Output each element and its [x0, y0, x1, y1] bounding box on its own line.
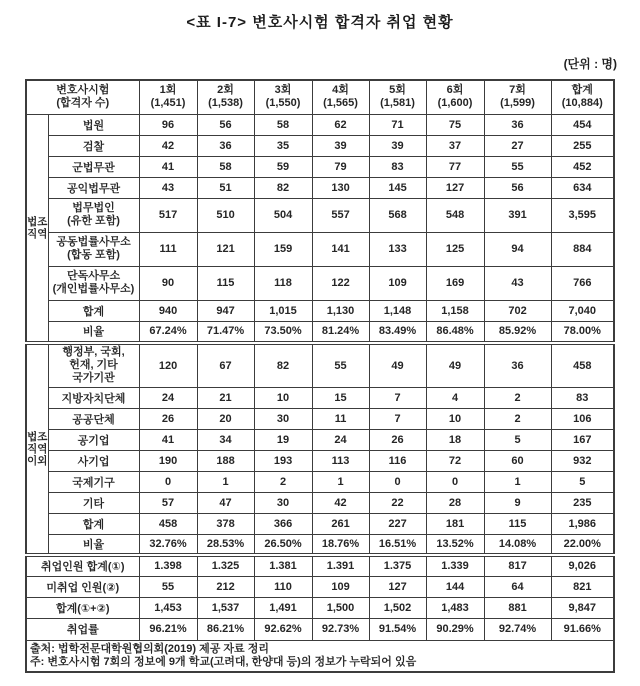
header-round: 2회 [217, 84, 234, 97]
table-row [26, 177, 614, 198]
data-cell: 83 [369, 156, 426, 177]
data-cell: 1,537 [197, 597, 254, 618]
header-round: 1회 [159, 84, 177, 97]
column-header-cell [369, 80, 426, 114]
data-cell: 85.92% [484, 321, 551, 343]
data-cell: 42 [139, 135, 197, 156]
data-cell: 18.76% [312, 534, 369, 555]
data-cell: 56 [484, 177, 551, 198]
data-cell: 517 [139, 198, 197, 232]
data-cell: 110 [254, 576, 312, 597]
data-cell: 24 [312, 429, 369, 450]
data-cell: 75 [426, 114, 484, 135]
group-label-line: 법조 [27, 431, 48, 443]
data-cell: 2 [484, 387, 551, 408]
data-cell: 49 [426, 343, 484, 387]
data-cell: 120 [139, 343, 197, 387]
row-label-cell [48, 266, 139, 300]
footnote-row [26, 640, 614, 672]
header-round: 합계 [571, 84, 593, 97]
table-row [26, 618, 614, 640]
corner-header-line1: 변호사시험 [56, 84, 110, 97]
data-cell: 22.00% [551, 534, 614, 555]
data-cell: 77 [426, 156, 484, 177]
data-cell: 34 [197, 429, 254, 450]
data-cell: 28 [426, 492, 484, 513]
data-cell: 169 [426, 266, 484, 300]
data-cell: 19 [254, 429, 312, 450]
data-cell: 72 [426, 450, 484, 471]
data-cell: 1,158 [426, 300, 484, 321]
data-cell: 4 [426, 387, 484, 408]
data-cell: 5 [551, 471, 614, 492]
data-cell: 1 [312, 471, 369, 492]
data-cell: 1.398 [139, 555, 197, 576]
data-cell: 9,026 [551, 555, 614, 576]
data-cell: 7 [369, 387, 426, 408]
data-cell: 82 [254, 343, 312, 387]
data-cell: 127 [369, 576, 426, 597]
data-cell: 1,483 [426, 597, 484, 618]
data-cell: 116 [369, 450, 426, 471]
data-cell: 130 [312, 177, 369, 198]
data-cell: 67.24% [139, 321, 197, 343]
header-count: (1,600) [437, 97, 473, 110]
column-header-cell [197, 80, 254, 114]
data-cell: 141 [312, 232, 369, 266]
table-row [26, 156, 614, 177]
data-cell: 1,453 [139, 597, 197, 618]
row-label-cell: 법원 [48, 114, 139, 135]
data-cell: 62 [312, 114, 369, 135]
data-cell: 36 [484, 114, 551, 135]
group-label-line: 직역 [27, 443, 48, 455]
data-cell: 39 [369, 135, 426, 156]
data-cell: 96 [139, 114, 197, 135]
data-cell: 71 [369, 114, 426, 135]
table-row [26, 321, 614, 343]
data-cell: 190 [139, 450, 197, 471]
table-row [26, 408, 614, 429]
table-row [26, 266, 614, 300]
data-cell: 42 [312, 492, 369, 513]
group-label-line: 직역 [27, 227, 48, 240]
data-cell: 28.53% [197, 534, 254, 555]
data-cell: 106 [551, 408, 614, 429]
data-cell: 36 [484, 343, 551, 387]
data-cell: 1 [197, 471, 254, 492]
data-cell: 94 [484, 232, 551, 266]
data-cell: 14.08% [484, 534, 551, 555]
data-cell: 83 [551, 387, 614, 408]
row-label-cell: 합계 [48, 513, 139, 534]
row-label-cell [48, 198, 139, 232]
table-row [26, 534, 614, 555]
column-header-cell [426, 80, 484, 114]
data-cell: 47 [197, 492, 254, 513]
data-cell: 1,148 [369, 300, 426, 321]
data-cell: 86.48% [426, 321, 484, 343]
row-label-cell: 공공단체 [48, 408, 139, 429]
data-cell: 1.339 [426, 555, 484, 576]
header-count: (1,581) [380, 97, 415, 110]
data-cell: 9,847 [551, 597, 614, 618]
data-cell: 181 [426, 513, 484, 534]
data-cell: 71.47% [197, 321, 254, 343]
data-cell: 145 [369, 177, 426, 198]
row-label-line2: (유한 포함) [67, 215, 120, 227]
row-label-cell: 비율 [48, 534, 139, 555]
data-cell: 766 [551, 266, 614, 300]
data-cell: 454 [551, 114, 614, 135]
data-cell: 261 [312, 513, 369, 534]
data-cell: 118 [254, 266, 312, 300]
row-label-cell [48, 232, 139, 266]
row-label-cell: 공기업 [48, 429, 139, 450]
data-cell: 21 [197, 387, 254, 408]
data-cell: 548 [426, 198, 484, 232]
data-cell: 817 [484, 555, 551, 576]
data-cell: 15 [312, 387, 369, 408]
column-header-cell [139, 80, 197, 114]
data-cell: 82 [254, 177, 312, 198]
data-cell: 391 [484, 198, 551, 232]
row-label-cell: 지방자치단체 [48, 387, 139, 408]
data-cell: 159 [254, 232, 312, 266]
data-cell: 378 [197, 513, 254, 534]
data-cell: 115 [484, 513, 551, 534]
data-cell: 67 [197, 343, 254, 387]
group-label-line: 법조 [27, 215, 48, 228]
data-cell: 1,015 [254, 300, 312, 321]
footnote-cell [26, 640, 614, 672]
data-cell: 35 [254, 135, 312, 156]
table-row [26, 555, 614, 576]
data-cell: 255 [551, 135, 614, 156]
data-cell: 92.74% [484, 618, 551, 640]
data-cell: 41 [139, 156, 197, 177]
remark-note: 주: 변호사시험 7회의 정보에 9개 학교(고려대, 한양대 등)의 정보가 누락되어 있음 [30, 655, 417, 668]
table-row [26, 135, 614, 156]
table-row [26, 450, 614, 471]
data-cell: 109 [312, 576, 369, 597]
data-cell: 1.381 [254, 555, 312, 576]
row-label-line1: 단독사무소 [66, 270, 121, 282]
table-row [26, 429, 614, 450]
data-cell: 39 [312, 135, 369, 156]
data-cell: 91.54% [369, 618, 426, 640]
data-cell: 121 [197, 232, 254, 266]
data-cell: 458 [551, 343, 614, 387]
data-cell: 81.24% [312, 321, 369, 343]
data-cell: 90 [139, 266, 197, 300]
data-cell: 22 [369, 492, 426, 513]
data-cell: 1 [484, 471, 551, 492]
data-cell: 510 [197, 198, 254, 232]
data-cell: 90.29% [426, 618, 484, 640]
table-title: <표 I-7> 변호사시험 합격자 취업 현황 [186, 14, 454, 31]
data-cell: 7,040 [551, 300, 614, 321]
table-row [26, 198, 614, 232]
data-cell: 73.50% [254, 321, 312, 343]
header-round: 4회 [332, 84, 349, 97]
row-label-line1: 공동법률사무소 [56, 236, 131, 248]
data-cell: 92.73% [312, 618, 369, 640]
table-row [26, 513, 614, 534]
row-label-line2: (개인법률사무소) [52, 283, 135, 295]
data-cell: 92.62% [254, 618, 312, 640]
data-cell: 940 [139, 300, 197, 321]
source-note: 출처: 법학전문대학원협의회(2019) 제공 자료 정리 [30, 642, 269, 655]
data-cell: 2 [254, 471, 312, 492]
corner-header-line2: (합격자 수) [56, 97, 110, 110]
data-cell: 568 [369, 198, 426, 232]
data-cell: 125 [426, 232, 484, 266]
data-cell: 55 [484, 156, 551, 177]
data-cell: 91.66% [551, 618, 614, 640]
data-cell: 127 [426, 177, 484, 198]
data-cell: 55 [139, 576, 197, 597]
data-cell: 821 [551, 576, 614, 597]
data-cell: 0 [369, 471, 426, 492]
data-cell: 1,500 [312, 597, 369, 618]
data-cell: 27 [484, 135, 551, 156]
data-cell: 30 [254, 408, 312, 429]
row-label-line2: 헌재, 기타 [69, 359, 118, 372]
data-cell: 881 [484, 597, 551, 618]
table-row [26, 387, 614, 408]
data-cell: 96.21% [139, 618, 197, 640]
table-row [26, 597, 614, 618]
summary-label-cell: 합계(①+②) [26, 597, 139, 618]
data-cell: 504 [254, 198, 312, 232]
data-cell: 30 [254, 492, 312, 513]
data-cell: 7 [369, 408, 426, 429]
data-cell: 51 [197, 177, 254, 198]
data-cell: 884 [551, 232, 614, 266]
data-cell: 1,491 [254, 597, 312, 618]
data-cell: 366 [254, 513, 312, 534]
data-cell: 60 [484, 450, 551, 471]
data-cell: 11 [312, 408, 369, 429]
data-cell: 0 [426, 471, 484, 492]
data-cell: 49 [369, 343, 426, 387]
group-label-line: 이외 [27, 455, 48, 467]
data-cell: 634 [551, 177, 614, 198]
group-label-cell [26, 114, 48, 343]
data-cell: 20 [197, 408, 254, 429]
data-cell: 36 [197, 135, 254, 156]
data-cell: 188 [197, 450, 254, 471]
data-cell: 111 [139, 232, 197, 266]
header-count: (1,550) [265, 97, 301, 110]
data-cell: 113 [312, 450, 369, 471]
data-cell: 3,595 [551, 198, 614, 232]
data-cell: 167 [551, 429, 614, 450]
row-label-cell: 합계 [48, 300, 139, 321]
data-cell: 212 [197, 576, 254, 597]
data-cell: 458 [139, 513, 197, 534]
row-label-line3: 국가기관 [72, 372, 115, 385]
row-label-line1: 행정부, 국회, [62, 346, 125, 359]
data-cell: 37 [426, 135, 484, 156]
table-header-row [26, 80, 614, 114]
row-label-cell: 비율 [48, 321, 139, 343]
row-label-cell: 사기업 [48, 450, 139, 471]
row-label-line1: 법무법인 [72, 202, 115, 214]
data-cell: 24 [139, 387, 197, 408]
data-cell: 1.391 [312, 555, 369, 576]
data-cell: 83.49% [369, 321, 426, 343]
header-round: 7회 [509, 84, 526, 97]
unit-label: (단위 : 명) [563, 57, 617, 71]
summary-label-cell: 미취업 인원(②) [26, 576, 139, 597]
row-label-cell: 국제기구 [48, 471, 139, 492]
row-label-cell: 공익법무관 [48, 177, 139, 198]
data-cell: 18 [426, 429, 484, 450]
column-header-cell [254, 80, 312, 114]
data-cell: 932 [551, 450, 614, 471]
table-row [26, 300, 614, 321]
data-cell: 9 [484, 492, 551, 513]
data-cell: 58 [197, 156, 254, 177]
column-header-cell [551, 80, 614, 114]
data-cell: 2 [484, 408, 551, 429]
data-cell: 26 [369, 429, 426, 450]
group-label-cell [26, 343, 48, 555]
header-count: (1,451) [150, 97, 186, 110]
data-cell: 78.00% [551, 321, 614, 343]
summary-label-cell: 취업인원 합계(①) [26, 555, 139, 576]
table-row [26, 114, 614, 135]
data-cell: 86.21% [197, 618, 254, 640]
column-header-cell [484, 80, 551, 114]
data-cell: 32.76% [139, 534, 197, 555]
corner-header-cell [26, 80, 139, 114]
row-label-cell: 군법무관 [48, 156, 139, 177]
data-cell: 1,986 [551, 513, 614, 534]
employment-status-table [25, 79, 615, 673]
data-cell: 26.50% [254, 534, 312, 555]
data-cell: 1.325 [197, 555, 254, 576]
data-cell: 109 [369, 266, 426, 300]
data-cell: 43 [484, 266, 551, 300]
summary-label-cell: 취업률 [26, 618, 139, 640]
data-cell: 26 [139, 408, 197, 429]
data-cell: 56 [197, 114, 254, 135]
data-cell: 64 [484, 576, 551, 597]
table-row [26, 343, 614, 387]
data-cell: 0 [139, 471, 197, 492]
data-cell: 41 [139, 429, 197, 450]
header-round: 6회 [446, 84, 464, 97]
row-label-line2: (합동 포함) [67, 249, 120, 261]
data-cell: 452 [551, 156, 614, 177]
header-round: 3회 [274, 84, 292, 97]
row-label-cell [48, 343, 139, 387]
header-count: (1,538) [208, 97, 243, 110]
data-cell: 16.51% [369, 534, 426, 555]
data-cell: 133 [369, 232, 426, 266]
table-row [26, 471, 614, 492]
data-cell: 5 [484, 429, 551, 450]
data-cell: 43 [139, 177, 197, 198]
data-cell: 59 [254, 156, 312, 177]
data-cell: 144 [426, 576, 484, 597]
header-count: (1,565) [323, 97, 358, 110]
table-row [26, 576, 614, 597]
data-cell: 235 [551, 492, 614, 513]
data-cell: 55 [312, 343, 369, 387]
data-cell: 702 [484, 300, 551, 321]
table-row [26, 232, 614, 266]
data-cell: 1,502 [369, 597, 426, 618]
data-cell: 1.375 [369, 555, 426, 576]
table-row [26, 492, 614, 513]
data-cell: 947 [197, 300, 254, 321]
header-round: 5회 [389, 84, 406, 97]
data-cell: 122 [312, 266, 369, 300]
header-count: (10,884) [561, 97, 603, 110]
header-count: (1,599) [500, 97, 535, 110]
data-cell: 57 [139, 492, 197, 513]
data-cell: 193 [254, 450, 312, 471]
data-cell: 115 [197, 266, 254, 300]
column-header-cell [312, 80, 369, 114]
data-cell: 58 [254, 114, 312, 135]
data-cell: 1,130 [312, 300, 369, 321]
row-label-cell: 기타 [48, 492, 139, 513]
data-cell: 13.52% [426, 534, 484, 555]
data-cell: 227 [369, 513, 426, 534]
row-label-cell: 검찰 [48, 135, 139, 156]
data-cell: 79 [312, 156, 369, 177]
data-cell: 10 [254, 387, 312, 408]
data-cell: 10 [426, 408, 484, 429]
data-cell: 557 [312, 198, 369, 232]
